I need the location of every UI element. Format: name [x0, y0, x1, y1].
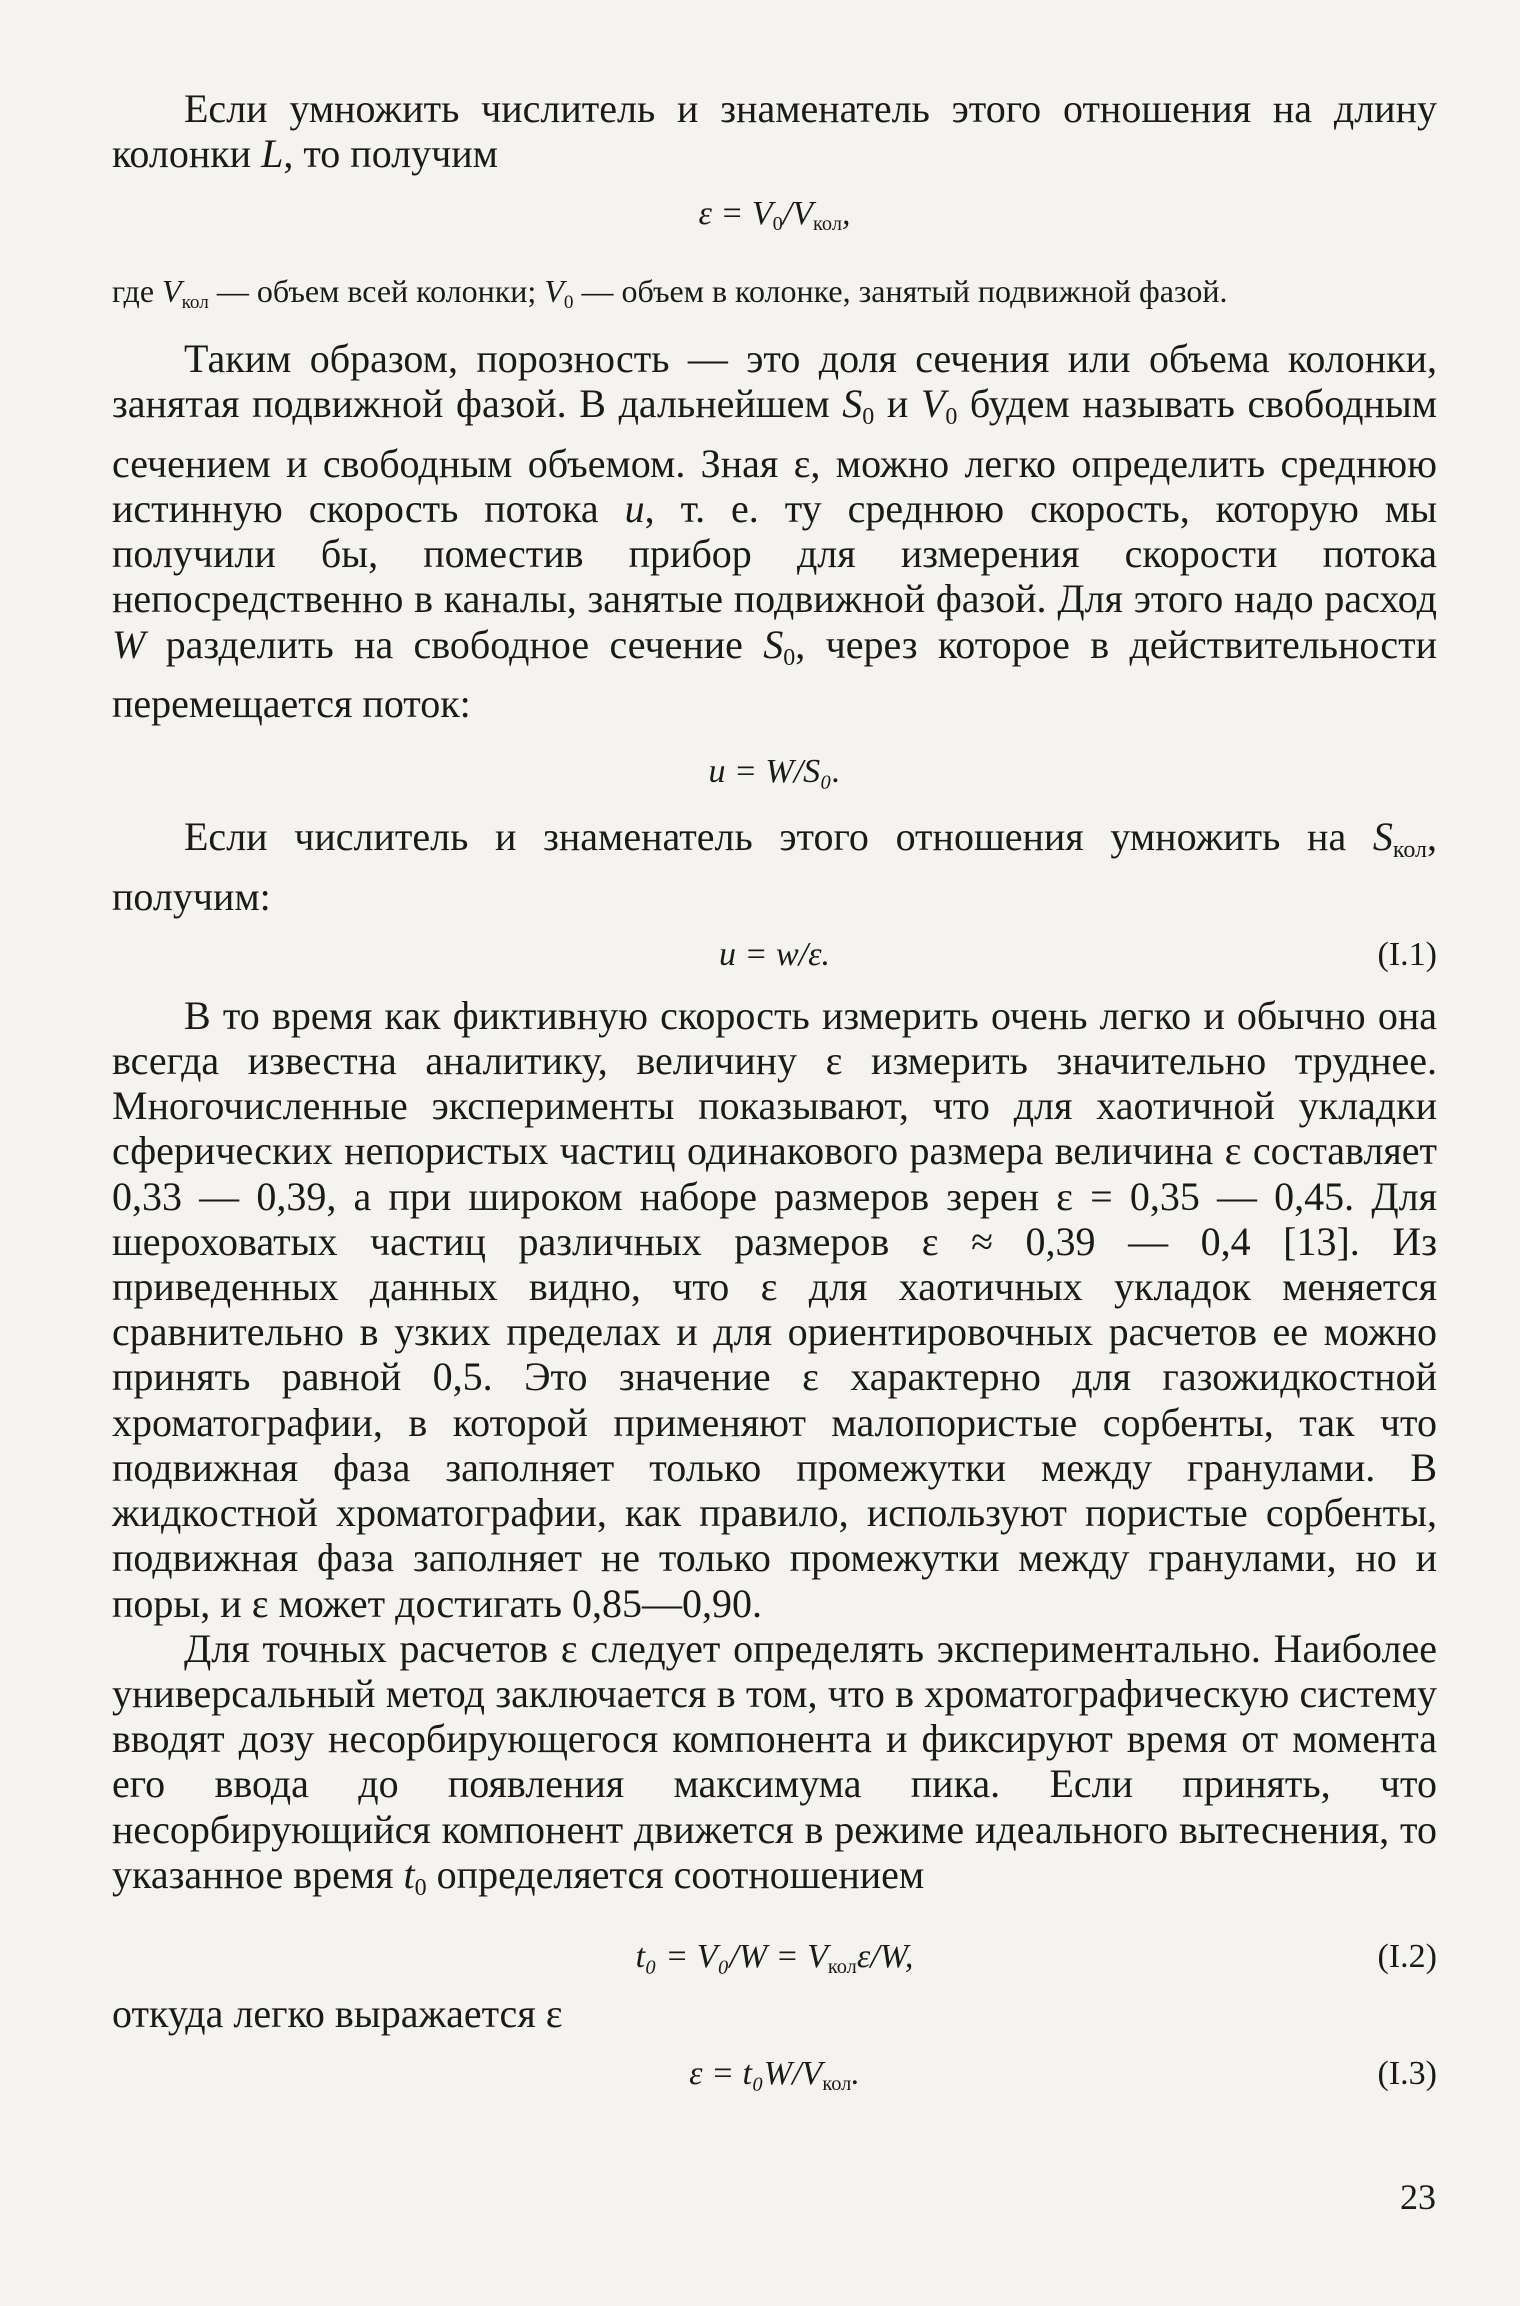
- formula-I1: u = w/ε. (I.1): [719, 935, 1437, 973]
- paragraph-1: [112, 86, 1437, 176]
- equation-number-I1: (I.1): [1377, 935, 1437, 973]
- equation-number-I2: (I.2): [1377, 1938, 1437, 1976]
- paragraph-1-tail: , то получим: [283, 131, 498, 177]
- formula-epsilon: $\varepsilon = V_0/V_{кол}$,: [698, 195, 851, 236]
- paragraph-3: Если числитель и знаменатель этого отношения умножить на $S_{кол}$, получим:: [112, 814, 1437, 919]
- paragraph-2: Таким образом, порозность — это доля сечения или объема колонки, занятая подвижной фазой. В дальнейшем $S_0$ и $V_0$ будем называть свободным сечением и свободным объемом. Зная ε, можно легко определить среднюю истинную скорость потока u, т. е. ту среднюю скорость, которую мы получили бы, поместив прибор для измерения скорости потока непосредственно в каналы, занятые подвижной фазой. Для этого надо расход W разделить на свободное сечение $S_0$, через которое в действительности перемещается поток:: [112, 336, 1438, 727]
- page-number: 23: [1400, 2177, 1436, 2217]
- paragraph-4: В то время как фиктивную скорость измерить очень легко и обычно она всегда известна аналитику, величину ε измерить значительно труднее. Многочисленные эксперименты показывают, что для хаотичной укладки сферических непористых частиц одинакового размера величина ε составляет 0,33 — 0,39, а при широком наборе размеров зерен ε = 0,35 — 0,45. Для шероховатых частиц различных размеров ε ≈ 0,39 — 0,4 [13]. Из приведенных данных видно, что ε для хаотичных укладок меняется сравнительно в узких пределах и для ориентировочных расчетов ее можно принять равной 0,5. Это значение ε характерно для газожидкостной хроматографии, в которой применяют малопористые сорбенты, так что подвижная фаза заполняет только промежутки между гранулами. В жидкостной хроматографии, как правило, используют пористые сорбенты, подвижная фаза заполняет не только промежутки между гранулами, но и поры, и ε может достигать 0,85—0,90.: [112, 992, 1437, 1626]
- page-text: [112, 86, 1437, 2105]
- paragraph-5: Для точных расчетов ε следует определять экспериментально. Наиболее универсальный метод заключается в том, что в хроматографическую систему вводят дозу несорбирующегося компонента и фиксируют время от момента его ввода до появления максимума пика. Если принять, что несорбирующийся компонент движется в режиме идеального вытеснения, то указанное время $t_0$ определяется соотношением: [112, 1625, 1437, 1901]
- variable-L: L: [261, 131, 284, 177]
- formula-I2: $t_0 = V_0/W = V_{кол}\varepsilon/W$, (I.2): [635, 1938, 1437, 1979]
- paragraph-1-text: Если умножить числитель и знаменатель этого отношения на длину колонки: [112, 86, 1437, 177]
- formula-u-ws0: u = W/S₀.: [708, 753, 841, 791]
- definition-note: где $V_{кол}$ — объем всей колонки; $V_0$ — объем в колонке, занятый подвижной фазой.: [112, 272, 1228, 313]
- equation-number-I3: (I.3): [1377, 2055, 1437, 2093]
- formula-I3: ε = t₀W/$V_{кол}$. (I.3): [689, 2055, 1437, 2096]
- paragraph-6: откуда легко выражается ε: [112, 1991, 563, 2037]
